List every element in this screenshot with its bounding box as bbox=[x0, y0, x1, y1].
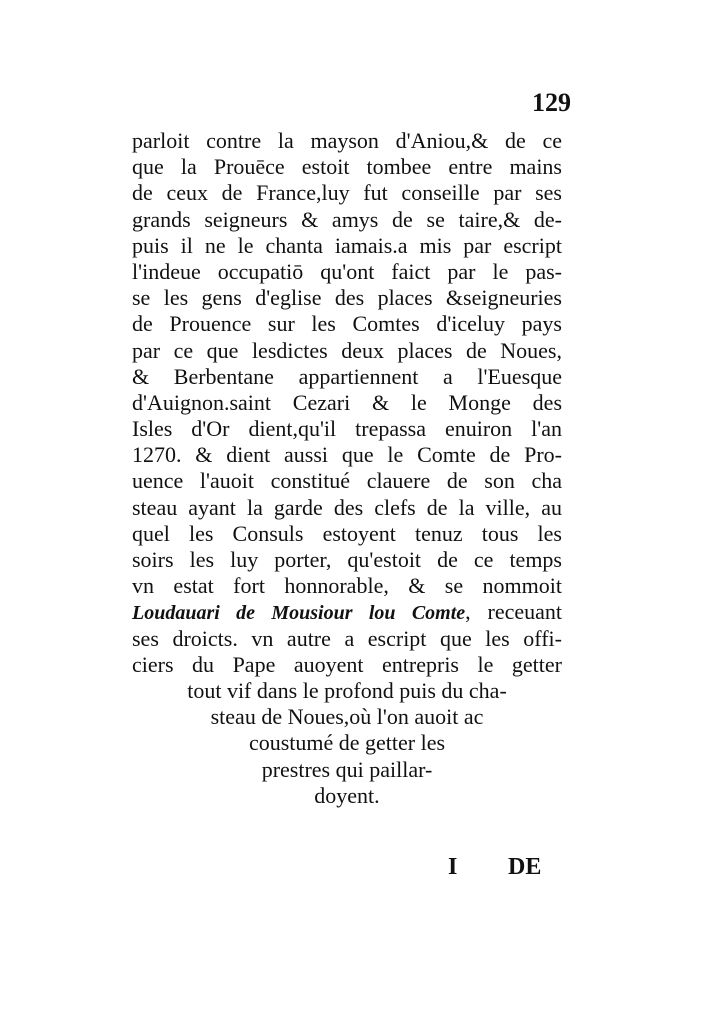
text-line: de ceux de France,luy fut conseille par ses bbox=[132, 180, 562, 206]
text-line: que la Prouēce estoit tombee entre mains bbox=[132, 154, 562, 180]
text-line: Isles d'Or dient,qu'il trepassa enuiron l'an bbox=[132, 416, 562, 442]
text-line-italic-phrase bbox=[132, 599, 562, 625]
text-line: vn estat fort honnorable, & se nommoit bbox=[132, 573, 562, 599]
text-line: ciers du Pape auoyent entrepris le getter bbox=[132, 651, 562, 677]
signature-mark: I bbox=[448, 854, 458, 880]
text-line: uence l'auoit constitué clauere de son cha bbox=[132, 468, 562, 494]
text-line: grands seigneurs & amys de se taire,& de- bbox=[132, 206, 562, 232]
text-line: & Berbentane appartiennent a l'Euesque bbox=[132, 363, 562, 389]
body-text bbox=[132, 128, 562, 809]
text-line: d'Auignon.saint Cezari & le Monge des bbox=[132, 389, 562, 415]
text-line: puis il ne le chanta iamais.a mis par escript bbox=[132, 232, 562, 258]
text-line: soirs les luy porter, qu'estoit de ce temps bbox=[132, 547, 562, 572]
text-line-tapered: prestres qui paillar- bbox=[261, 756, 433, 782]
text-line: parloit contre la mayson d'Aniou,& de ce bbox=[132, 128, 562, 153]
text-line: se les gens d'eglise des places &seigneuries bbox=[132, 285, 562, 311]
text-line: par ce que lesdictes deux places de Noues, bbox=[132, 337, 562, 363]
italic-phrase: Loudauari de Mousiour lou Comte bbox=[132, 602, 466, 625]
page-number: 129 bbox=[532, 88, 571, 117]
text-line-tapered: tout vif dans le profond puis du cha- bbox=[187, 677, 507, 703]
text-line: de Prouence sur les Comtes d'iceluy pays bbox=[132, 311, 562, 337]
text-line: ses droicts. vn autre a escript que les offi- bbox=[132, 625, 562, 651]
text-line-tapered: coustumé de getter les bbox=[248, 730, 446, 756]
text-line: quel les Consuls estoyent tenuz tous les bbox=[132, 520, 562, 546]
text-line: 1270. & dient aussi que le Comte de Pro- bbox=[132, 442, 562, 468]
text-line: l'indeue occupatiō qu'ont faict par le pas- bbox=[132, 258, 562, 284]
text-line-tapered: doyent. bbox=[314, 782, 380, 808]
text-line-tapered: steau de Noues,où l'on auoit ac bbox=[210, 704, 484, 730]
text-line: steau ayant la garde des clefs de la ville, au bbox=[132, 494, 562, 520]
line-continuation: , receuant bbox=[465, 599, 563, 625]
catchword: DE bbox=[508, 854, 542, 880]
